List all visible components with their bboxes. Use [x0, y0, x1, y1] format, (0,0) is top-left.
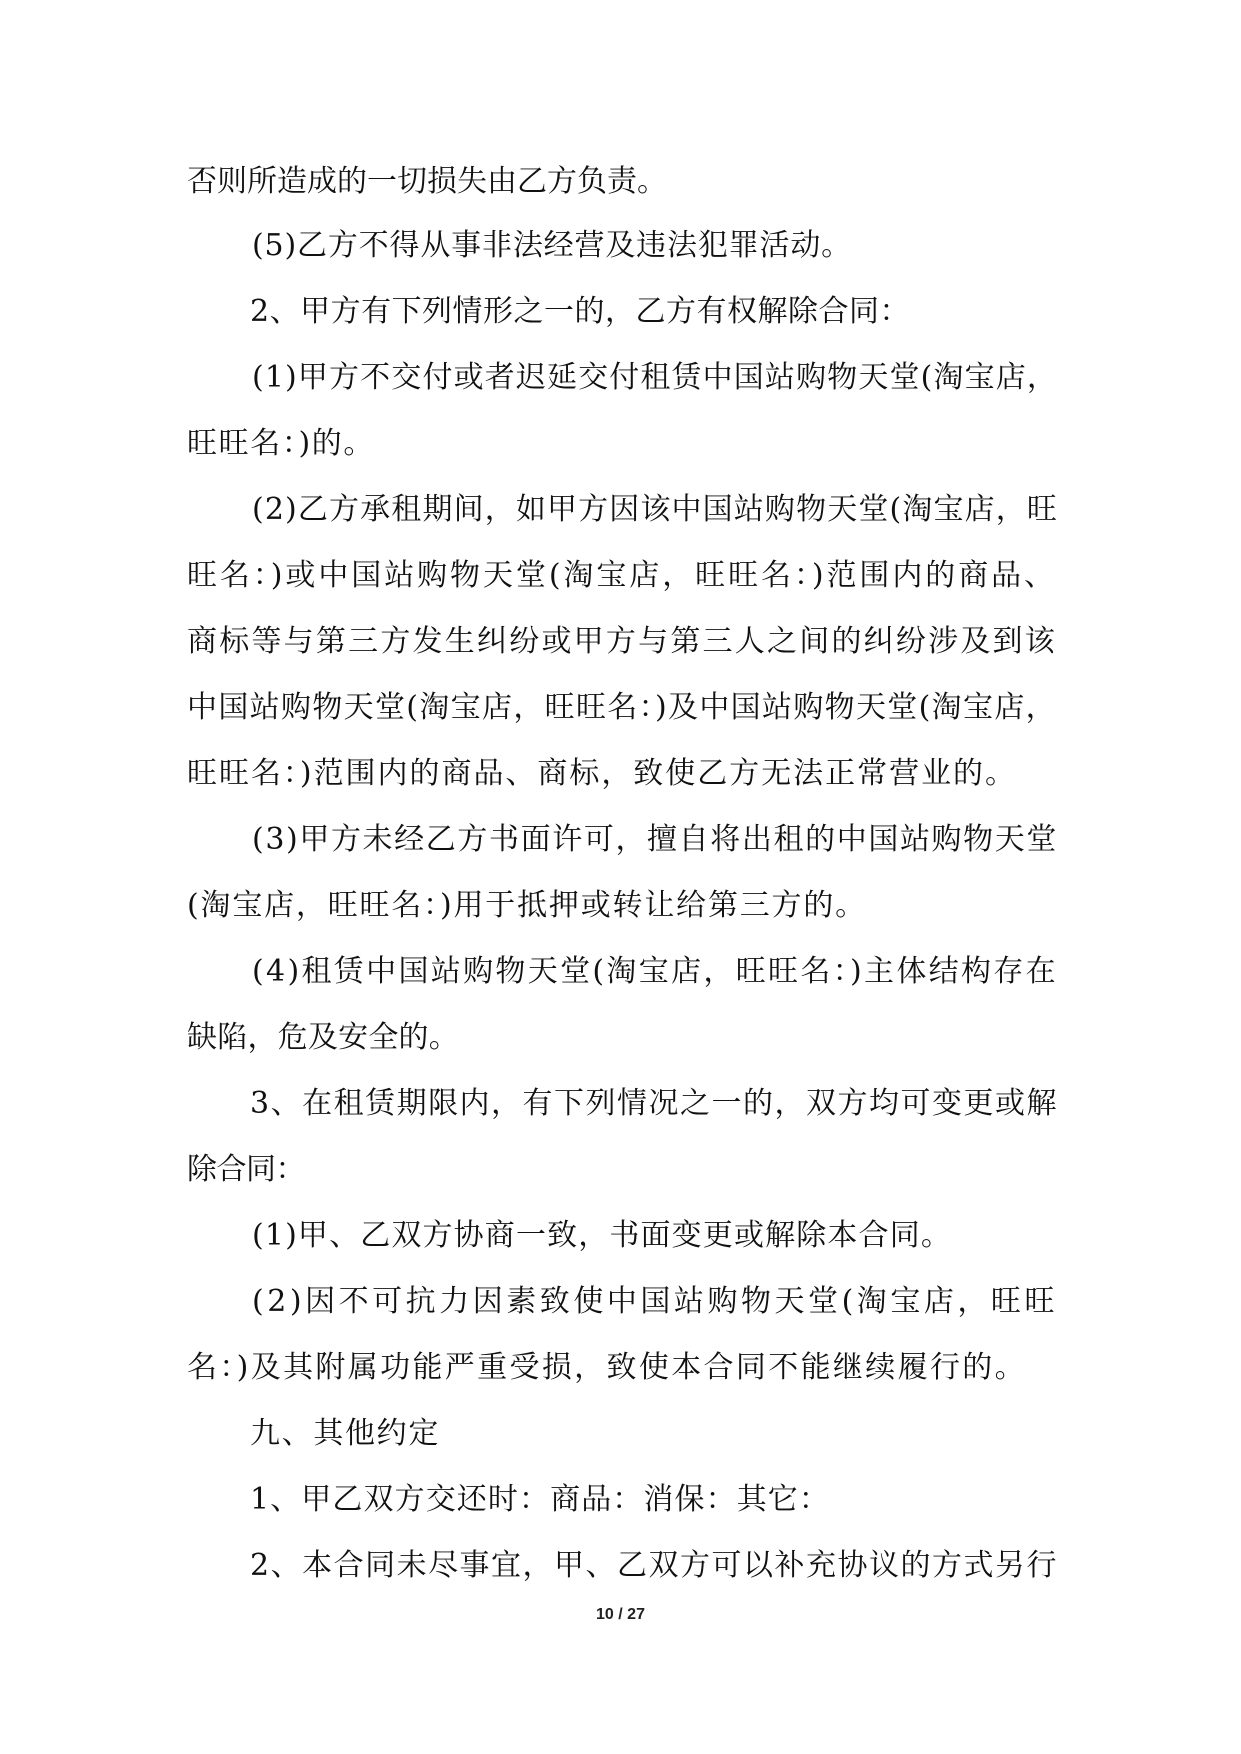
text-line-4: (1)甲方不交付或者迟延交付租赁中国站购物天堂(淘宝店，: [252, 360, 1058, 395]
text-line-7: 旺名：)或中国站购物天堂(淘宝店，旺旺名：)范围内的商品、: [187, 558, 1057, 593]
text-line-10: 旺旺名：)范围内的商品、商标，致使乙方无法正常营业的。: [187, 756, 1017, 791]
text-line-11: (3)甲方未经乙方书面许可，擅自将出租的中国站购物天堂: [252, 822, 1058, 857]
text-line-9: 中国站购物天堂(淘宝店，旺旺名：)及中国站购物天堂(淘宝店，: [187, 690, 1057, 725]
text-line-3: 2、甲方有下列情形之一的，乙方有权解除合同：: [250, 294, 910, 329]
text-line-22: 2、本合同未尽事宜，甲、乙双方可以补充协议的方式另行: [250, 1548, 1058, 1583]
text-line-15: 3、在租赁期限内，有下列情况之一的，双方均可变更或解: [250, 1086, 1058, 1121]
text-line-16: 除合同：: [187, 1152, 305, 1187]
text-line-12: (淘宝店，旺旺名：)用于抵押或转让给第三方的。: [187, 888, 867, 923]
section-heading: 九、其他约定: [250, 1416, 440, 1451]
page-number: 10 / 27: [596, 1606, 645, 1623]
text-line-5: 旺旺名：)的。: [187, 426, 375, 461]
text-line-1: 否则所造成的一切损失由乙方负责。: [187, 164, 667, 199]
text-line-17: (1)甲、乙双方协商一致，书面变更或解除本合同。: [252, 1218, 952, 1253]
text-line-8: 商标等与第三方发生纠纷或甲方与第三人之间的纠纷涉及到该: [187, 624, 1057, 659]
text-line-21: 1、甲乙双方交还时：商品：消保：其它：: [250, 1482, 830, 1517]
text-line-18: (2)因不可抗力因素致使中国站购物天堂(淘宝店，旺旺: [252, 1284, 1058, 1319]
text-line-19: 名：)及其附属功能严重受损，致使本合同不能继续履行的。: [187, 1350, 1027, 1385]
text-line-13: (4)租赁中国站购物天堂(淘宝店，旺旺名：)主体结构存在: [252, 954, 1058, 989]
text-line-14: 缺陷，危及安全的。: [187, 1020, 459, 1055]
text-line-2: (5)乙方不得从事非法经营及违法犯罪活动。: [252, 228, 852, 263]
text-line-6: (2)乙方承租期间，如甲方因该中国站购物天堂(淘宝店，旺: [252, 492, 1058, 527]
